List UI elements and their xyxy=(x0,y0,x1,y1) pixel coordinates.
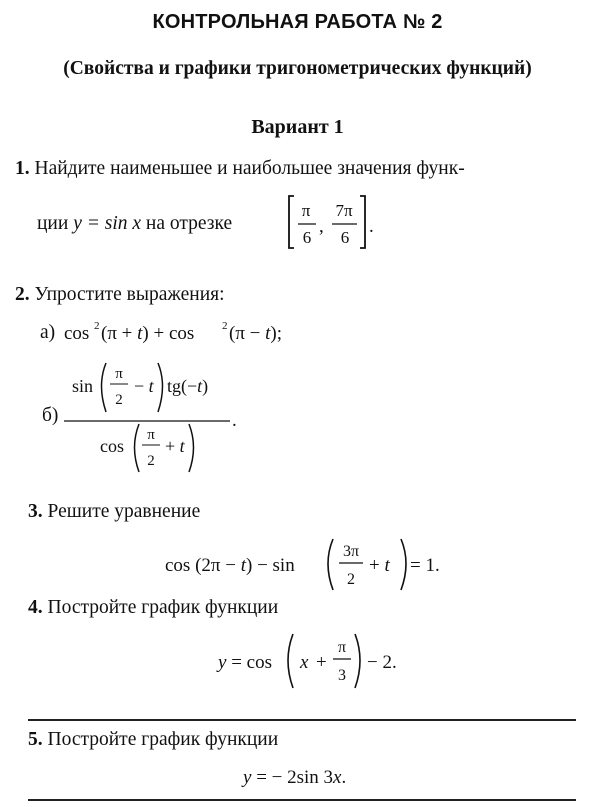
svg-text:cos: cos xyxy=(100,436,124,456)
svg-text:− 2.: − 2. xyxy=(367,652,397,673)
task-1-line-1 xyxy=(15,158,465,180)
svg-text:π: π xyxy=(115,366,123,382)
svg-text:6: 6 xyxy=(302,228,312,247)
svg-text:tg(−t): tg(−t) xyxy=(167,376,209,396)
svg-text:3π: 3π xyxy=(342,543,360,560)
svg-text:cos (2π − t) − sin: cos (2π − t) − sin xyxy=(165,555,295,576)
svg-text:cos: cos xyxy=(64,323,90,344)
svg-text:2: 2 xyxy=(147,453,155,469)
svg-text:+ t: + t xyxy=(369,555,390,576)
svg-text:= 1.: = 1. xyxy=(410,555,440,576)
task-1-line-2 xyxy=(37,213,232,235)
svg-text:6: 6 xyxy=(340,228,350,247)
svg-text:(π + t) + cos: (π + t) + cos xyxy=(101,323,195,344)
svg-text:2: 2 xyxy=(115,392,123,408)
svg-text:π: π xyxy=(301,201,311,220)
task-1-prefix: ции xyxy=(37,213,69,234)
task-3-heading xyxy=(28,501,200,523)
svg-text:,: , xyxy=(319,216,324,237)
task-2-number: 2. xyxy=(15,284,30,305)
task-4-number: 4. xyxy=(28,597,43,618)
task-3-number: 3. xyxy=(28,501,43,522)
task-4-text: Постройте график функции xyxy=(47,597,279,618)
svg-text:y = cos: y = cos xyxy=(218,652,272,673)
variant-heading: Вариант 1 xyxy=(251,116,344,138)
svg-text:+ t: + t xyxy=(165,436,185,456)
svg-text:x: x xyxy=(300,652,309,673)
svg-text:(π − t);: (π − t); xyxy=(229,323,283,344)
divider-bottom xyxy=(28,799,576,801)
svg-text:2: 2 xyxy=(94,320,100,332)
task-5-text: Постройте график функции xyxy=(47,729,279,750)
svg-text:sin: sin xyxy=(72,376,94,396)
svg-text:7π: 7π xyxy=(335,201,353,220)
task-1-function: y = sin x xyxy=(73,213,142,234)
svg-text:+: + xyxy=(316,652,327,673)
task-5-heading xyxy=(28,729,278,751)
svg-text:π: π xyxy=(147,427,155,443)
svg-text:.: . xyxy=(232,410,237,431)
page-title: КОНТРОЛЬНАЯ РАБОТА № 2 xyxy=(152,11,443,33)
page-subtitle: (Свойства и графики тригонометрических функций) xyxy=(63,58,532,79)
task-2-heading xyxy=(15,284,225,306)
task-2-text: Упростите выражения: xyxy=(34,284,225,305)
svg-text:3: 3 xyxy=(338,667,346,684)
svg-text:2: 2 xyxy=(222,320,228,332)
task-2a-label: а) xyxy=(40,322,56,343)
task-1-number: 1. xyxy=(15,158,30,179)
divider-top xyxy=(28,719,576,721)
svg-text:2: 2 xyxy=(347,571,355,588)
task-2b-label: б) xyxy=(42,405,59,426)
task-5-number: 5. xyxy=(28,729,43,750)
task-1-text: Найдите наименьшее и наибольшее значения функ- xyxy=(34,158,465,179)
task-1-interval-text: на отрезке xyxy=(145,213,233,234)
task-4-heading xyxy=(28,597,278,619)
task-3-text: Решите уравнение xyxy=(47,501,201,522)
svg-text:− t: − t xyxy=(134,376,154,396)
svg-text:y = − 2sin 3x.: y = − 2sin 3x. xyxy=(243,767,347,788)
svg-text:.: . xyxy=(369,216,374,237)
svg-text:π: π xyxy=(337,639,347,656)
